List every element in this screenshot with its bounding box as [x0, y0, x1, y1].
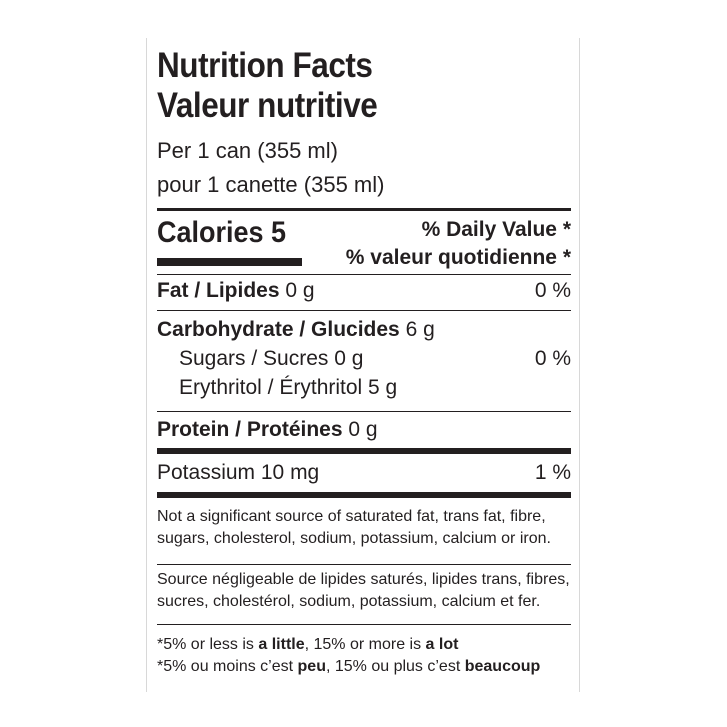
divider-note — [157, 564, 571, 565]
protein-row — [157, 417, 571, 443]
nutrition-facts-panel — [146, 38, 580, 692]
footnote-english-part-1: *5% or less is — [157, 636, 259, 653]
footnote-french-part-4: beaucoup — [464, 658, 541, 675]
note-french: Source négligeable de lipides saturés, lipides trans, fibres, sucres, cholestérol, sodium, potassium, calcium et fer. — [157, 571, 570, 610]
footnote-french — [157, 656, 571, 678]
footnote-french-part-2: peu — [297, 658, 326, 675]
divider-serving — [157, 208, 571, 211]
divider-dv — [157, 274, 571, 275]
footnote-english-part-2: a little — [258, 636, 305, 653]
protein-label: Protein / Protéines — [157, 418, 343, 441]
title-english: Nutrition Facts — [157, 46, 373, 85]
sugars-dv: 0 % — [534, 347, 571, 370]
potassium-row — [157, 460, 571, 486]
calories-label: Calories 5 — [157, 216, 287, 249]
serving-size-french: pour 1 canette (355 ml) — [157, 172, 385, 197]
sugars-row — [179, 346, 571, 372]
daily-value-heading-french: % valeur quotidienne * — [345, 246, 571, 269]
divider-potassium — [157, 492, 571, 498]
daily-value-heading-english: % Daily Value * — [421, 218, 571, 241]
divider-carbohydrate — [157, 411, 571, 412]
potassium-label: Potassium 10 mg — [157, 461, 320, 484]
footnote-english — [157, 634, 571, 656]
erythritol-label: Erythritol / Érythritol 5 g — [179, 376, 398, 399]
footnote-english-part-4: a lot — [425, 636, 459, 653]
calories-underline — [157, 258, 302, 266]
divider-fat — [157, 310, 571, 311]
divider-protein — [157, 448, 571, 454]
fat-row — [157, 278, 571, 304]
carbohydrate-row — [157, 317, 571, 343]
divider-footnote — [157, 624, 571, 625]
footnote-french-part-3: , 15% ou plus c’est — [325, 658, 465, 675]
fat-label: Fat / Lipides — [157, 279, 280, 302]
serving-size-english: Per 1 can (355 ml) — [157, 138, 338, 163]
footnote-french-part-1: *5% ou moins c’est — [157, 658, 298, 675]
sugars-label: Sugars / Sucres 0 g — [179, 347, 364, 370]
note-english: Not a significant source of saturated fat, trans fat, fibre, sugars, cholesterol, sodium, potassium, calcium or iron. — [157, 508, 551, 547]
protein-amount: 0 g — [342, 418, 378, 441]
footnote-english-part-3: , 15% or more is — [304, 636, 426, 653]
carbohydrate-amount: 6 g — [399, 318, 435, 341]
fat-dv: 0 % — [534, 279, 571, 302]
fat-amount: 0 g — [279, 279, 315, 302]
carbohydrate-label: Carbohydrate / Glucides — [157, 318, 400, 341]
erythritol-row — [179, 375, 571, 401]
title-french: Valeur nutritive — [157, 86, 378, 125]
potassium-dv: 1 % — [534, 461, 571, 484]
